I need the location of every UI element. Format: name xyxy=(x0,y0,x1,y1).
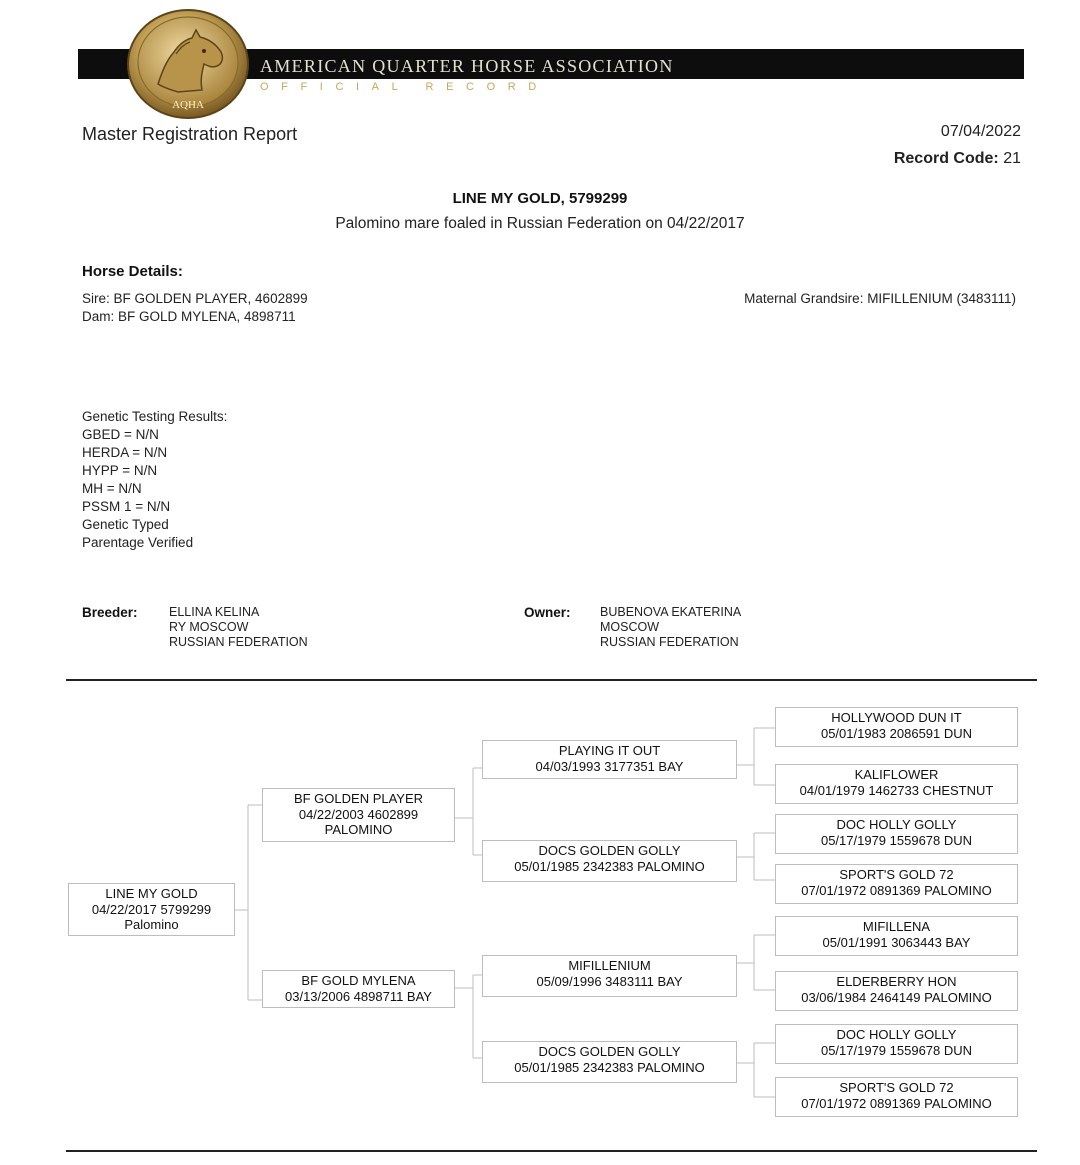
owner-line: BUBENOVA EKATERINA xyxy=(600,605,742,619)
owner-label: Owner: xyxy=(524,605,571,620)
breeder-label: Breeder: xyxy=(82,605,138,620)
details-heading: Horse Details: xyxy=(82,263,183,280)
pedigree-sire xyxy=(262,788,455,842)
breeder-line: ELLINA KELINA xyxy=(169,605,260,619)
horse-name: DOC HOLLY GOLLY xyxy=(836,817,957,832)
horse-info: 04/03/1993 3177351 BAY xyxy=(535,758,684,774)
pedigree-dd-dam xyxy=(775,1077,1018,1117)
horse-info: 05/01/1983 2086591 DUN xyxy=(820,725,973,741)
maternal-grandsire-line: Maternal Grandsire: MIFILLENIUM (3483111) xyxy=(744,291,1016,306)
genetic-result: MH = N/N xyxy=(82,481,142,496)
breeder-line: RUSSIAN FEDERATION xyxy=(169,635,308,649)
horse-name: BF GOLD MYLENA xyxy=(301,973,416,988)
pedigree-sire-dam xyxy=(482,840,737,882)
horse-name: BF GOLDEN PLAYER xyxy=(293,791,424,806)
owner-line: RUSSIAN FEDERATION xyxy=(600,635,739,649)
horse-info: 05/01/1985 2342383 PALOMINO xyxy=(514,858,705,874)
horse-name: SPORT'S GOLD 72 xyxy=(839,867,954,882)
horse-title: LINE MY GOLD, 5799299 xyxy=(452,190,628,207)
org-subtitle: OFFICIAL RECORD xyxy=(260,81,549,93)
horse-name: PLAYING IT OUT xyxy=(558,743,661,758)
pedigree-dam xyxy=(262,970,455,1008)
horse-name: DOCS GOLDEN GOLLY xyxy=(538,1044,681,1059)
horse-name: DOC HOLLY GOLLY xyxy=(836,1027,957,1042)
horse-info: 05/01/1991 3063443 BAY xyxy=(822,934,971,950)
genetic-result: GBED = N/N xyxy=(82,427,159,442)
horse-info: 05/09/1996 3483111 BAY xyxy=(536,973,683,989)
horse-info: 05/17/1979 1559678 DUN xyxy=(820,1042,973,1058)
horse-info: 03/06/1984 2464149 PALOMINO xyxy=(801,989,992,1005)
horse-name: DOCS GOLDEN GOLLY xyxy=(538,843,681,858)
genetic-result: Genetic Typed xyxy=(82,517,169,532)
report-title: Master Registration Report xyxy=(82,124,298,144)
record-code-label: Record Code: xyxy=(893,150,999,167)
horse-info: 07/01/1972 0891369 PALOMINO xyxy=(801,1095,992,1111)
horse-info: 03/13/2006 4898711 BAY xyxy=(285,988,432,1004)
pedigree-ds-sire xyxy=(775,916,1018,956)
horse-info: 05/01/1985 2342383 PALOMINO xyxy=(514,1059,705,1075)
pedigree-ss-dam xyxy=(775,764,1018,804)
genetic-result: PSSM 1 = N/N xyxy=(82,499,171,514)
pedigree-ss-sire xyxy=(775,707,1018,747)
horse-name: KALIFLOWER xyxy=(854,767,939,782)
horse-name: LINE MY GOLD xyxy=(105,886,198,901)
pedigree-dd-sire xyxy=(775,1024,1018,1064)
genetic-result: HERDA = N/N xyxy=(82,445,168,460)
pedigree-subject xyxy=(68,883,235,936)
record-code-value: 21 xyxy=(1003,150,1021,167)
pedigree-sd-dam xyxy=(775,864,1018,904)
pedigree-ds-dam xyxy=(775,971,1018,1011)
horse-info: 07/01/1972 0891369 PALOMINO xyxy=(801,882,992,898)
horse-color: PALOMINO xyxy=(324,822,393,837)
pedigree-dam-dam xyxy=(482,1041,737,1083)
horse-info: 04/22/2003 4602899 xyxy=(298,806,419,822)
divider-bottom xyxy=(66,1150,1037,1152)
horse-name: MIFILLENA xyxy=(862,919,931,934)
logo-text: AQHA xyxy=(172,99,204,111)
genetic-results-heading: Genetic Testing Results: xyxy=(82,409,228,424)
pedigree-dam-sire xyxy=(482,955,737,997)
dam-line: Dam: BF GOLD MYLENA, 4898711 xyxy=(82,309,296,324)
horse-info: 04/01/1979 1462733 CHESTNUT xyxy=(799,782,994,798)
genetic-result: Parentage Verified xyxy=(82,535,194,550)
genetic-result: HYPP = N/N xyxy=(82,463,158,478)
sire-line: Sire: BF GOLDEN PLAYER, 4602899 xyxy=(82,291,308,306)
horse-name: SPORT'S GOLD 72 xyxy=(839,1080,954,1095)
horse-color: Palomino xyxy=(124,917,179,932)
owner-line: MOSCOW xyxy=(600,620,660,634)
org-name: AMERICAN QUARTER HORSE ASSOCIATION xyxy=(260,56,674,76)
horse-info: 05/17/1979 1559678 DUN xyxy=(820,832,973,848)
breeder-line: RY MOSCOW xyxy=(169,620,249,634)
horse-name: HOLLYWOOD DUN IT xyxy=(831,710,962,725)
report-date: 07/04/2022 xyxy=(940,123,1021,140)
pedigree-sire-sire xyxy=(482,740,737,779)
horse-subtitle: Palomino mare foaled in Russian Federation on 04/22/2017 xyxy=(335,215,745,232)
pedigree-sd-sire xyxy=(775,814,1018,854)
horse-info: 04/22/2017 5799299 xyxy=(91,901,212,917)
horse-name: MIFILLENIUM xyxy=(568,958,651,973)
horse-name: ELDERBERRY HON xyxy=(836,974,957,989)
